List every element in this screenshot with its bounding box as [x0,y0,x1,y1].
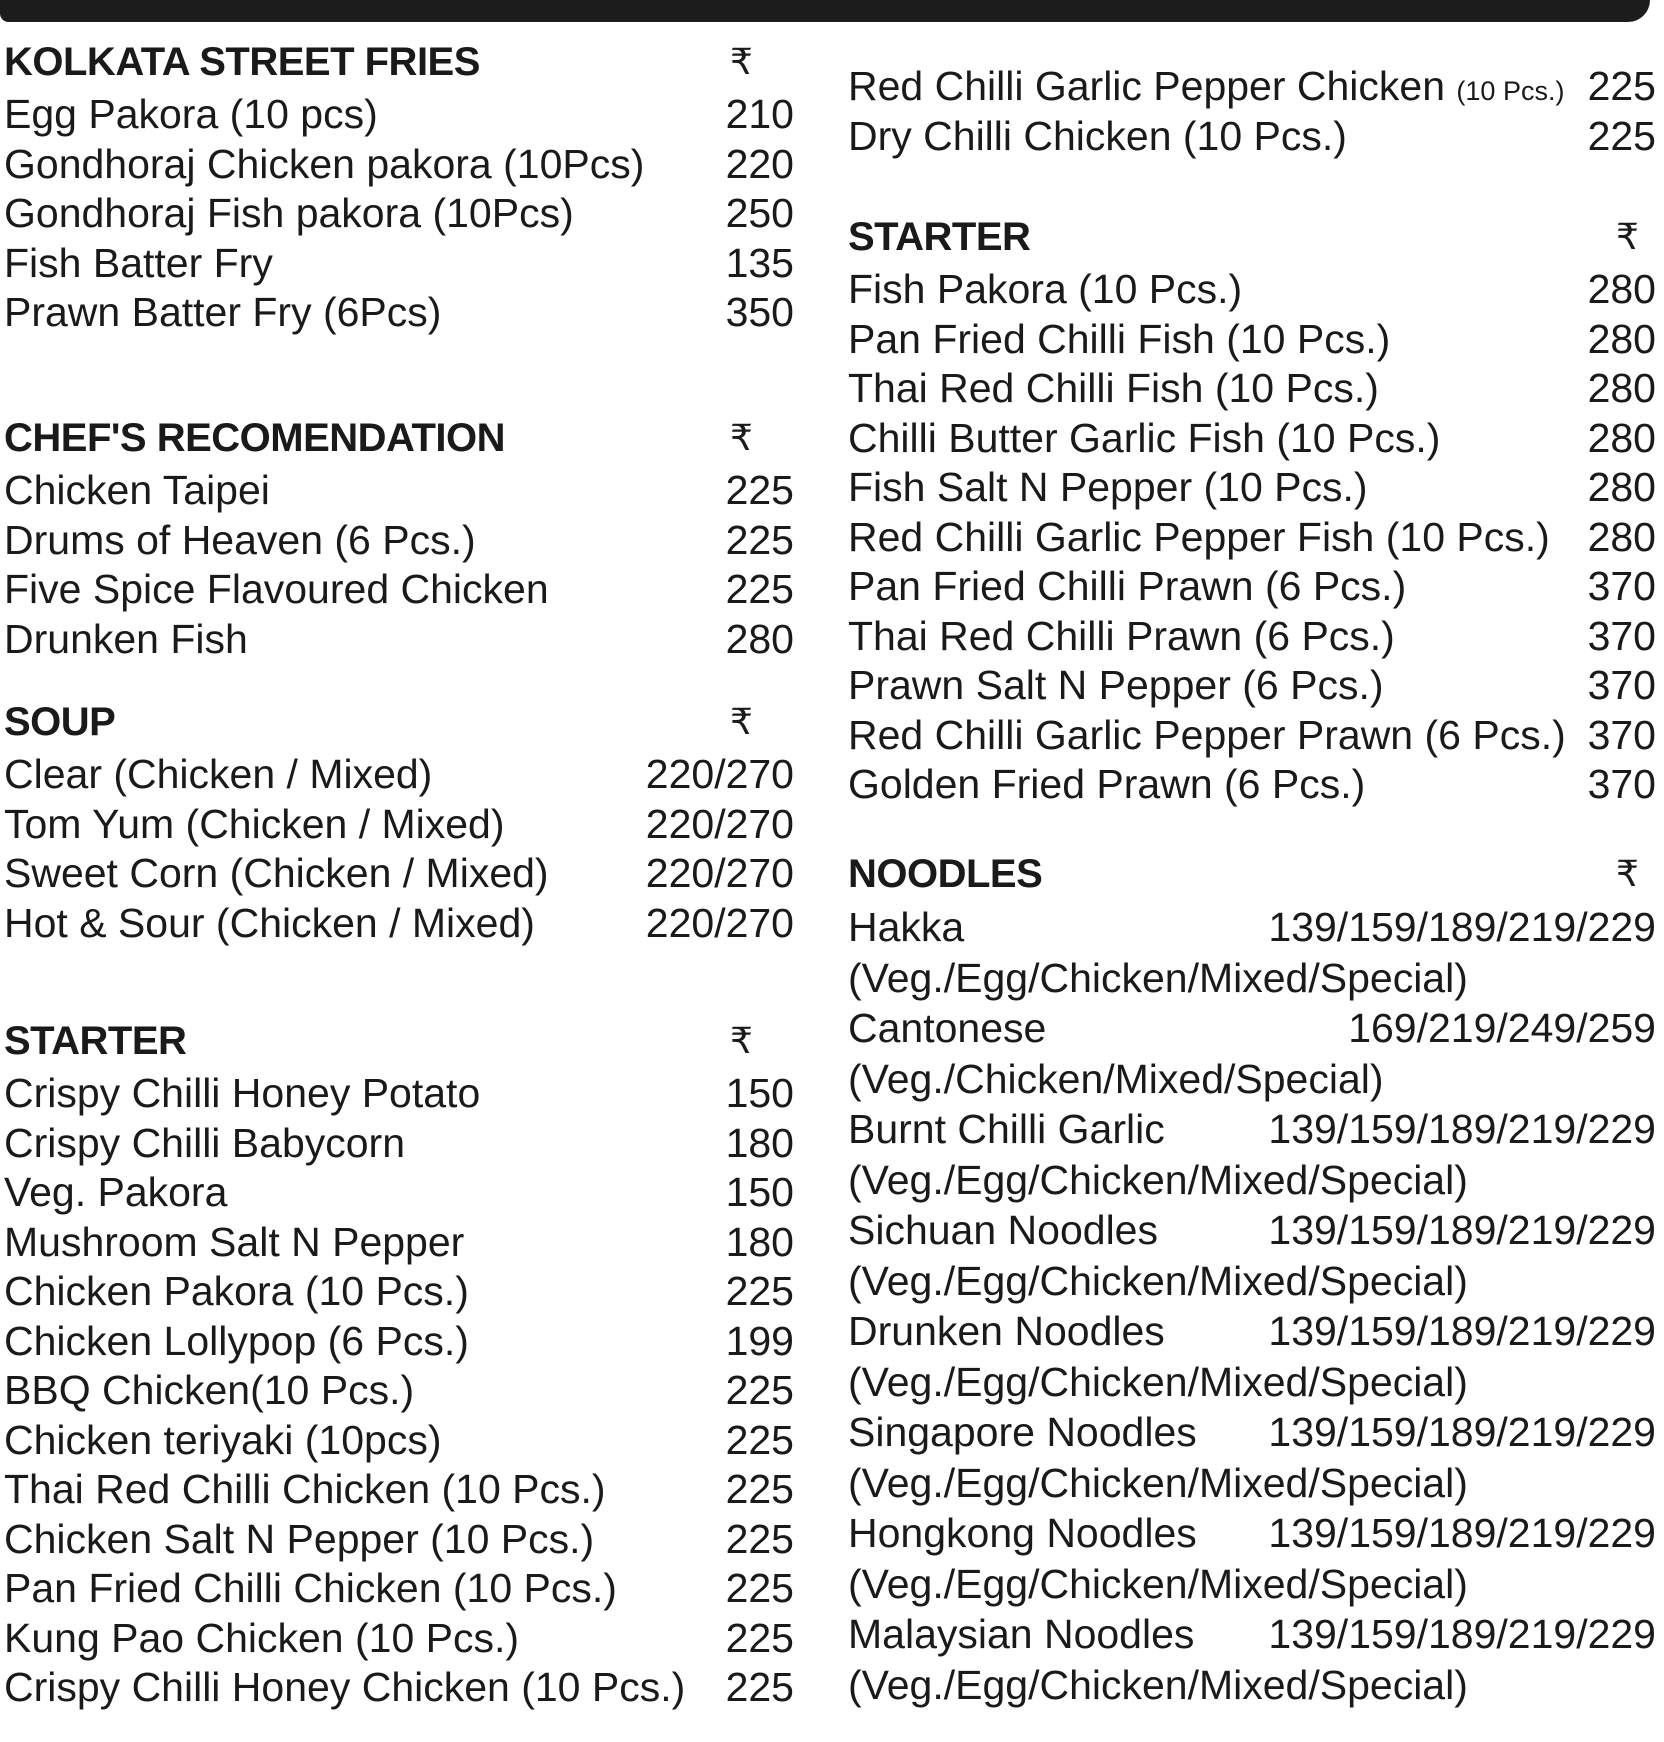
section-starter-left [4,1013,794,1713]
item-price: 280 [725,615,794,662]
item-name: Drunken Fish [4,615,248,662]
item-name: Red Chilli Garlic Pepper Fish (10 Pcs.) [848,513,1550,560]
item-name: Thai Red Chilli Prawn (6 Pcs.) [848,612,1395,659]
menu-item [4,189,794,239]
rupee-icon: ₹ [730,417,753,458]
item-name: Sichuan Noodles [848,1207,1158,1253]
noodle-variants: (Veg./Egg/Chicken/Mixed/Special) [848,1560,1468,1607]
item-name: Pan Fried Chilli Chicken (10 Pcs.) [4,1565,617,1611]
item-name: Drums of Heaven (6 Pcs.) [4,516,476,563]
item-name: Clear (Chicken / Mixed) [4,751,433,797]
item-price: 370 [1587,761,1656,807]
noodle-list [848,902,1656,1710]
item-name: Chicken Taipei [4,467,270,513]
item-price: 150 [725,1169,794,1215]
item-name: Prawn Salt N Pepper (6 Pcs.) [848,662,1384,708]
section-heading [4,694,794,750]
menu-item [848,562,1656,612]
item-name: Gondhoraj Fish pakora (10Pcs) [4,190,574,236]
item-price: 225 [725,1268,794,1314]
noodle-variants: (Veg./Egg/Chicken/Mixed/Special) [848,1459,1468,1506]
menu-item [848,364,1656,414]
section-chefs-recommendation [4,410,794,664]
item-price: 220/270 [645,751,794,797]
item-price: 220/270 [645,899,794,946]
item-price: 225 [725,1466,794,1512]
item-name: Tom Yum (Chicken / Mixed) [4,800,505,847]
noodle-variants: (Veg./Egg/Chicken/Mixed/Special) [848,1257,1468,1304]
section-heading [848,846,1656,902]
rupee-icon: ₹ [730,1020,753,1061]
item-name: Cantonese [848,1005,1047,1051]
noodle-item [848,1508,1656,1559]
item-name: Crispy Chilli Honey Potato [4,1070,481,1116]
menu-item [4,849,794,899]
item-price: 210 [725,91,794,137]
item-name: Drunken Noodles [848,1308,1165,1354]
menu-item [848,513,1656,563]
menu-item [848,760,1656,810]
menu-item [4,466,794,516]
section-title: KOLKATA STREET FRIES [4,40,480,84]
menu-list [4,90,794,338]
menu-item [4,90,794,140]
item-name: Chicken Salt N Pepper (10 Pcs.) [4,1515,595,1562]
section-title: SOUP [4,700,116,744]
menu-item [848,612,1656,662]
item-price: 180 [725,1119,794,1166]
section-continued-items [848,62,1656,161]
section-heading [4,1013,794,1069]
item-name: Chicken Pakora (10 Pcs.) [4,1268,469,1314]
item-price: 370 [1587,612,1656,659]
item-name: Thai Red Chilli Fish (10 Pcs.) [848,365,1379,411]
menu-list [4,1069,794,1713]
item-name: Singapore Noodles [848,1409,1197,1455]
menu-item [4,899,794,949]
menu-item [4,1465,794,1515]
item-price: 225 [725,1515,794,1562]
item-price: 280 [1587,365,1656,411]
item-price: 225 [725,1367,794,1413]
rupee-icon: ₹ [730,701,753,742]
item-price: 169/219/249/259 [1348,1005,1656,1051]
item-name: Chicken Lollypop (6 Pcs.) [4,1317,469,1364]
item-price: 280 [1587,414,1656,461]
menu-item [848,265,1656,315]
section-noodles [848,846,1656,1710]
menu-item [4,1614,794,1664]
item-price: 280 [1587,315,1656,362]
section-title: STARTER [4,1019,187,1063]
item-name: Prawn Batter Fry (6Pcs) [4,289,442,335]
noodle-item [848,1104,1656,1155]
item-name: Pan Fried Chilli Fish (10 Pcs.) [848,315,1391,362]
item-price: 225 [725,1664,794,1710]
item-price: 280 [1587,464,1656,510]
item-name: Chicken teriyaki (10pcs) [4,1416,442,1463]
item-price: 139/159/189/219/229 [1268,1207,1656,1253]
section-title: CHEF'S RECOMENDATION [4,416,505,460]
noodle-variants: (Veg./Egg/Chicken/Mixed/Special) [848,954,1468,1001]
noodle-variants: (Veg./Egg/Chicken/Mixed/Special) [848,1661,1468,1708]
item-price: 220/270 [645,850,794,896]
menu-item [4,1119,794,1169]
menu-item [4,1267,794,1317]
item-price: 139/159/189/219/229 [1268,1510,1656,1556]
item-price: 370 [1587,662,1656,708]
section-title: NOODLES [848,852,1043,896]
item-name: Fish Batter Fry [4,239,273,286]
item-name: Fish Pakora (10 Pcs.) [848,266,1243,312]
menu-item [848,661,1656,711]
item-price: 225 [1587,63,1656,109]
menu-item [4,1366,794,1416]
menu-item [4,615,794,665]
item-price: 225 [725,516,794,563]
menu-item [4,565,794,615]
menu-item [4,516,794,566]
item-price: 139/159/189/219/229 [1268,1409,1656,1455]
item-name: Malaysian Noodles [848,1611,1195,1657]
menu-item [4,1317,794,1367]
rupee-icon: ₹ [1616,853,1639,894]
item-price: 199 [725,1317,794,1364]
item-name: Red Chilli Garlic Pepper Prawn (6 Pcs.) [848,711,1566,758]
noodle-item [848,1003,1656,1054]
item-price: 225 [725,1614,794,1661]
item-quantity: (10 Pcs.) [1456,76,1565,106]
menu-item [848,315,1656,365]
item-price: 139/159/189/219/229 [1268,904,1656,950]
item-name: Pan Fried Chilli Prawn (6 Pcs.) [848,563,1407,609]
noodle-item [848,1609,1656,1660]
item-name: Five Spice Flavoured Chicken [4,566,549,612]
item-name: Hot & Sour (Chicken / Mixed) [4,899,535,946]
section-title: STARTER [848,215,1031,259]
noodle-item [848,1306,1656,1357]
item-name: Gondhoraj Chicken pakora (10Pcs) [4,140,645,187]
menu-item [848,463,1656,513]
noodle-variants: (Veg./Egg/Chicken/Mixed/Special) [848,1358,1468,1405]
item-name: Golden Fried Prawn (6 Pcs.) [848,761,1366,807]
noodle-variants: (Veg./Chicken/Mixed/Special) [848,1055,1384,1102]
menu-item [4,1218,794,1268]
menu-item [848,112,1656,162]
item-name: Kung Pao Chicken (10 Pcs.) [4,1614,520,1661]
item-name: Dry Chilli Chicken (10 Pcs.) [848,112,1347,159]
noodle-item [848,902,1656,953]
section-soup [4,694,794,948]
item-price: 250 [725,190,794,236]
item-price: 150 [725,1070,794,1116]
item-price: 370 [1587,711,1656,758]
noodle-item [848,1205,1656,1256]
item-name: Chilli Butter Garlic Fish (10 Pcs.) [848,414,1441,461]
item-price: 139/159/189/219/229 [1268,1308,1656,1354]
menu-item [4,1564,794,1614]
top-border-bar [0,0,1650,22]
section-kolkata-street-fries [4,34,794,338]
item-price: 225 [725,467,794,513]
item-name: Fish Salt N Pepper (10 Pcs.) [848,464,1368,510]
menu-item [4,1416,794,1466]
item-name: Sweet Corn (Chicken / Mixed) [4,850,549,896]
menu-item [4,239,794,289]
menu-item [4,750,794,800]
menu-list [848,265,1656,810]
rupee-icon: ₹ [1616,216,1639,257]
item-price: 225 [725,1565,794,1611]
menu-item [848,711,1656,761]
item-price: 225 [1587,112,1656,159]
item-price: 280 [1587,513,1656,560]
menu-item [4,1663,794,1713]
item-name: Mushroom Salt N Pepper [4,1218,465,1265]
item-price: 220/270 [645,800,794,847]
item-name: Red Chilli Garlic Pepper Chicken [848,63,1457,109]
item-price: 225 [725,1416,794,1463]
item-name: Crispy Chilli Honey Chicken (10 Pcs.) [4,1664,686,1710]
item-name: Veg. Pakora [4,1169,228,1215]
menu-item [4,800,794,850]
rupee-icon: ₹ [730,41,753,82]
item-name: Hongkong Noodles [848,1510,1197,1556]
item-price: 370 [1587,563,1656,609]
noodle-variants: (Veg./Egg/Chicken/Mixed/Special) [848,1156,1468,1203]
item-name: Burnt Chilli Garlic [848,1106,1165,1152]
menu-item [848,62,1656,112]
section-starter-right [848,209,1656,810]
section-heading [4,34,794,90]
item-name: BBQ Chicken(10 Pcs.) [4,1367,415,1413]
menu-list [4,466,794,664]
menu-item [4,1069,794,1119]
item-price: 225 [725,566,794,612]
item-name: Crispy Chilli Babycorn [4,1119,406,1166]
item-price: 350 [725,289,794,335]
item-price: 135 [725,239,794,286]
item-price: 139/159/189/219/229 [1268,1611,1656,1657]
item-price: 280 [1587,266,1656,312]
noodle-item [848,1407,1656,1458]
item-name: Thai Red Chilli Chicken (10 Pcs.) [4,1466,606,1512]
item-name: Egg Pakora (10 pcs) [4,91,378,137]
item-price: 139/159/189/219/229 [1268,1106,1656,1152]
section-heading [4,410,794,466]
menu-list [4,750,794,948]
item-name: Hakka [848,904,965,950]
section-heading [848,209,1656,265]
menu-item [848,414,1656,464]
item-price: 220 [725,140,794,187]
menu-item [4,140,794,190]
item-price: 180 [725,1218,794,1265]
menu-item [4,1168,794,1218]
menu-item [4,1515,794,1565]
menu-item [4,288,794,338]
